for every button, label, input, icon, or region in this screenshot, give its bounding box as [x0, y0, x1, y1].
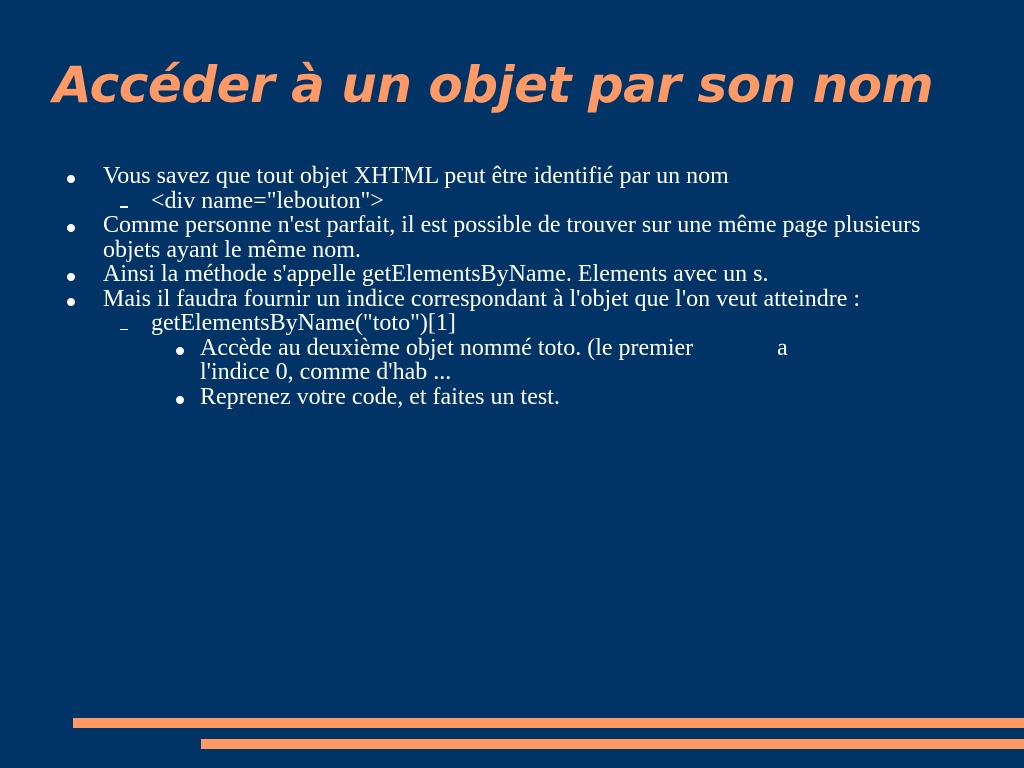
bullet-dot-icon: [67, 287, 75, 312]
sub-sub-bullet-text-part: a: [777, 334, 788, 361]
bullet-text: Mais il faudra fournir un indice correspondant à l'objet que l'on veut atteindre :: [103, 285, 861, 312]
bullet-text: Comme personne n'est parfait, il est possible de trouver sur une même page plusieurs objets ayant le même nom.: [103, 212, 921, 263]
bullet-item: [0, 287, 973, 312]
sub-bullet-text: <div name="lebouton">: [151, 187, 384, 214]
sub-sub-bullet-item: [0, 385, 900, 410]
bullet-item: [0, 164, 973, 189]
bullet-dot-icon: [176, 336, 184, 361]
dash-icon: [120, 189, 128, 214]
bullet-list: [0, 164, 1024, 409]
sub-sub-bullet-text-part: Accède au deuxième objet nommé toto. (le premier: [200, 334, 694, 361]
bullet-dot-icon: [176, 385, 184, 410]
decorative-bar: [73, 718, 1024, 728]
slide-title: Accéder à un objet par son nom: [53, 56, 934, 114]
bullet-dot-icon: [67, 213, 75, 238]
sub-bullet-item: [0, 189, 971, 214]
bullet-item: [0, 213, 973, 262]
sub-sub-bullet-text-part: l'indice 0, comme d'hab ...: [200, 359, 452, 385]
sub-bullet-item: [0, 311, 971, 336]
bullet-item: [0, 262, 973, 287]
sub-sub-bullet-item: [0, 336, 900, 385]
sub-sub-bullet-text: [200, 336, 900, 385]
dash-icon: [120, 311, 128, 336]
sub-bullet-text: getElementsByName("toto")[1]: [151, 310, 456, 336]
bullet-dot-icon: [67, 262, 75, 287]
decorative-bar: [201, 739, 1024, 749]
bullet-text: Ainsi la méthode s'appelle getElementsByName. Elements avec un s.: [103, 261, 769, 287]
sub-sub-bullet-text: Reprenez votre code, et faites un test.: [200, 383, 560, 410]
bullet-dot-icon: [67, 164, 75, 189]
bullet-text: Vous savez que tout objet XHTML peut être identifié par un nom: [103, 163, 729, 189]
